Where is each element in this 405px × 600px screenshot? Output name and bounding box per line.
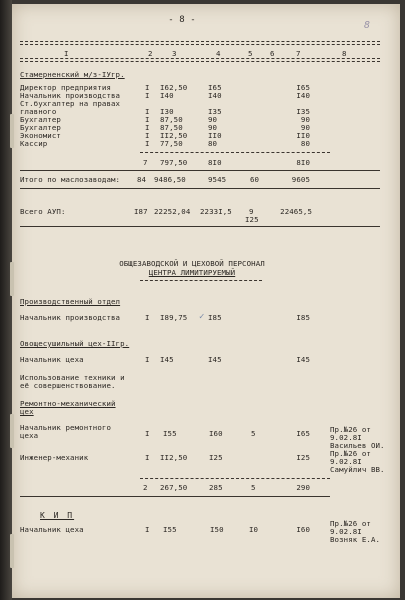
order-note: Пр.№26 от xyxy=(330,425,371,434)
header-rule xyxy=(20,58,380,62)
row-new-salary: I40 xyxy=(208,91,222,100)
col-header-3: 3 xyxy=(172,49,177,58)
row-count: I xyxy=(145,453,150,462)
row-total: I65 xyxy=(296,83,310,92)
order-date: 9.02.8I xyxy=(330,527,362,536)
aup-total: 22465,5 xyxy=(280,207,312,216)
check-mark-icon: ✓ xyxy=(199,312,205,322)
row-new-salary: I50 xyxy=(210,525,224,534)
aup-new-salary: 2233I,5 xyxy=(200,207,232,216)
row-total: I65 xyxy=(296,429,310,438)
row-new-salary: I60 xyxy=(209,429,223,438)
dept-title: Ремонтно-механический xyxy=(20,399,116,408)
row-salary: I45 xyxy=(160,355,174,364)
dept-title: Овощесушильный цех-IIгр. xyxy=(20,339,130,348)
row-total: I35 xyxy=(296,107,310,116)
row-total: 80 xyxy=(300,139,310,148)
subtotal-total: 290 xyxy=(296,483,310,492)
order-note: Пр.№26 от xyxy=(330,449,371,458)
subtotal-count: 7 xyxy=(143,158,148,167)
row-total: I60 xyxy=(296,525,310,534)
row-salary: I89,75 xyxy=(160,313,188,322)
row-count: I xyxy=(145,123,150,132)
row-name: Кассир xyxy=(20,139,48,148)
row-total: I25 xyxy=(296,453,310,462)
total-salary: 9486,50 xyxy=(154,175,186,184)
row-total: 90 xyxy=(300,115,310,124)
document-page xyxy=(12,4,400,598)
row-total: I40 xyxy=(296,91,310,100)
row-new-salary: 90 xyxy=(208,123,218,132)
row-salary: I40 xyxy=(160,91,174,100)
person-name: Самуйлич ВВ. xyxy=(330,465,385,474)
row-increase: I0 xyxy=(249,525,259,534)
dept-title: К И П xyxy=(40,511,75,520)
col-header-5: 5 xyxy=(248,49,253,58)
row-count: I xyxy=(145,525,150,534)
row-salary: II2,50 xyxy=(160,131,188,140)
total-new-salary: 9545 xyxy=(208,175,227,184)
subtotal-salary: 267,50 xyxy=(160,483,188,492)
row-name: Экономист xyxy=(20,131,61,140)
row-name: цеха xyxy=(20,431,39,440)
col-header-8: 8 xyxy=(342,49,347,58)
subtotal-new-salary: 285 xyxy=(209,483,223,492)
subtotal-count: 2 xyxy=(143,483,148,492)
col-header-2: 2 xyxy=(148,49,153,58)
page-edge-mark xyxy=(10,414,14,448)
total-count: 84 xyxy=(137,175,147,184)
row-new-salary: I25 xyxy=(209,453,223,462)
subtotal-rule xyxy=(140,152,330,153)
note-line: Использование техники и xyxy=(20,373,125,382)
section-title: Стамерненский м/з-IУгр. xyxy=(20,70,125,79)
header-rule xyxy=(20,41,380,45)
row-salary: 77,50 xyxy=(160,139,183,148)
row-name: Начальник ремонтного xyxy=(20,423,111,432)
row-name: Начальник производства xyxy=(20,91,121,100)
row-name: Инженер-механик xyxy=(20,453,89,462)
row-count: I xyxy=(145,115,150,124)
total-sum: 9605 xyxy=(291,175,310,184)
subtotal-salary: 797,50 xyxy=(160,158,188,167)
page-edge-mark xyxy=(10,534,14,568)
order-date: 9.02.8I xyxy=(330,433,362,442)
aup-count: I87 xyxy=(134,207,148,216)
row-salary: I55 xyxy=(163,525,177,534)
dept-title: Производственный отдел xyxy=(20,297,121,306)
row-count: I xyxy=(145,139,150,148)
person-name: Возняк Е.А. xyxy=(330,535,381,544)
row-new-salary: I85 xyxy=(208,313,222,322)
row-count: I xyxy=(145,313,150,322)
subtotal-total: 8I0 xyxy=(296,158,310,167)
row-name: главного xyxy=(20,107,57,116)
subtotal-rule xyxy=(140,478,330,479)
row-count: I xyxy=(145,83,150,92)
dept-title: цех xyxy=(20,407,34,416)
row-increase: 5 xyxy=(251,429,256,438)
row-new-salary: 90 xyxy=(208,115,218,124)
row-name: Начальник цеха xyxy=(20,525,84,534)
row-new-salary: 80 xyxy=(208,139,218,148)
row-salary: 87,50 xyxy=(160,123,183,132)
row-name: Начальник цеха xyxy=(20,355,84,364)
page-edge-mark xyxy=(10,114,14,148)
divider xyxy=(20,226,380,227)
row-new-salary: I45 xyxy=(208,355,222,364)
total-increase: 60 xyxy=(250,175,260,184)
row-count: I xyxy=(145,429,150,438)
row-name: Бухгалтер xyxy=(20,115,61,124)
total-label: Итого по маслозаводам: xyxy=(20,175,121,184)
order-date: 9.02.8I xyxy=(330,457,362,466)
section-heading-line2: ЦЕНТРА ЛИМИТИРУЕМЫЙ xyxy=(148,268,236,277)
divider xyxy=(20,496,330,497)
person-name: Васильев ОИ. xyxy=(330,441,385,450)
row-salary: I30 xyxy=(160,107,174,116)
row-name: Бухгалтер xyxy=(20,123,61,132)
row-new-salary: I35 xyxy=(208,107,222,116)
heading-underline xyxy=(140,280,262,281)
book-binding xyxy=(0,0,12,600)
row-total: I85 xyxy=(296,313,310,322)
row-total: II0 xyxy=(296,131,310,140)
aup-salary: 22252,04 xyxy=(154,207,191,216)
row-total: 90 xyxy=(300,123,310,132)
row-salary: II2,50 xyxy=(160,453,188,462)
aup-label: Всего АУП: xyxy=(20,207,66,216)
section-heading-line1: ОБЩЕЗАВОДСКОЙ И ЦЕХОВОЙ ПЕРСОНАЛ xyxy=(119,259,265,268)
row-count: I xyxy=(145,91,150,100)
col-header-4: 4 xyxy=(216,49,221,58)
aup-increase-extra: I25 xyxy=(245,215,259,224)
row-salary: I55 xyxy=(163,429,177,438)
row-name: Ст.бухгалтер на правах xyxy=(20,99,121,108)
pencil-page-mark: 8 xyxy=(364,20,371,31)
divider xyxy=(20,170,380,171)
row-name: Начальник производства xyxy=(20,313,121,322)
row-salary: I62,50 xyxy=(160,83,188,92)
row-new-salary: II0 xyxy=(208,131,222,140)
col-header-1: I xyxy=(64,49,69,58)
row-new-salary: I65 xyxy=(208,83,222,92)
order-note: Пр.№26 от xyxy=(330,519,371,528)
subtotal-increase: 5 xyxy=(251,483,256,492)
row-count: I xyxy=(145,131,150,140)
row-count: I xyxy=(145,355,150,364)
aup-increase: 9 xyxy=(249,207,254,216)
col-header-7: 7 xyxy=(296,49,301,58)
row-salary: 87,50 xyxy=(160,115,183,124)
page-edge-mark xyxy=(10,262,14,296)
col-header-6: 6 xyxy=(270,49,275,58)
note-line: её совершенствование. xyxy=(20,381,116,390)
page-number: - 8 - xyxy=(168,15,196,25)
row-count: I xyxy=(145,107,150,116)
divider xyxy=(20,188,380,189)
row-name: Директор предприятия xyxy=(20,83,111,92)
row-total: I45 xyxy=(296,355,310,364)
subtotal-new-salary: 8I0 xyxy=(208,158,222,167)
